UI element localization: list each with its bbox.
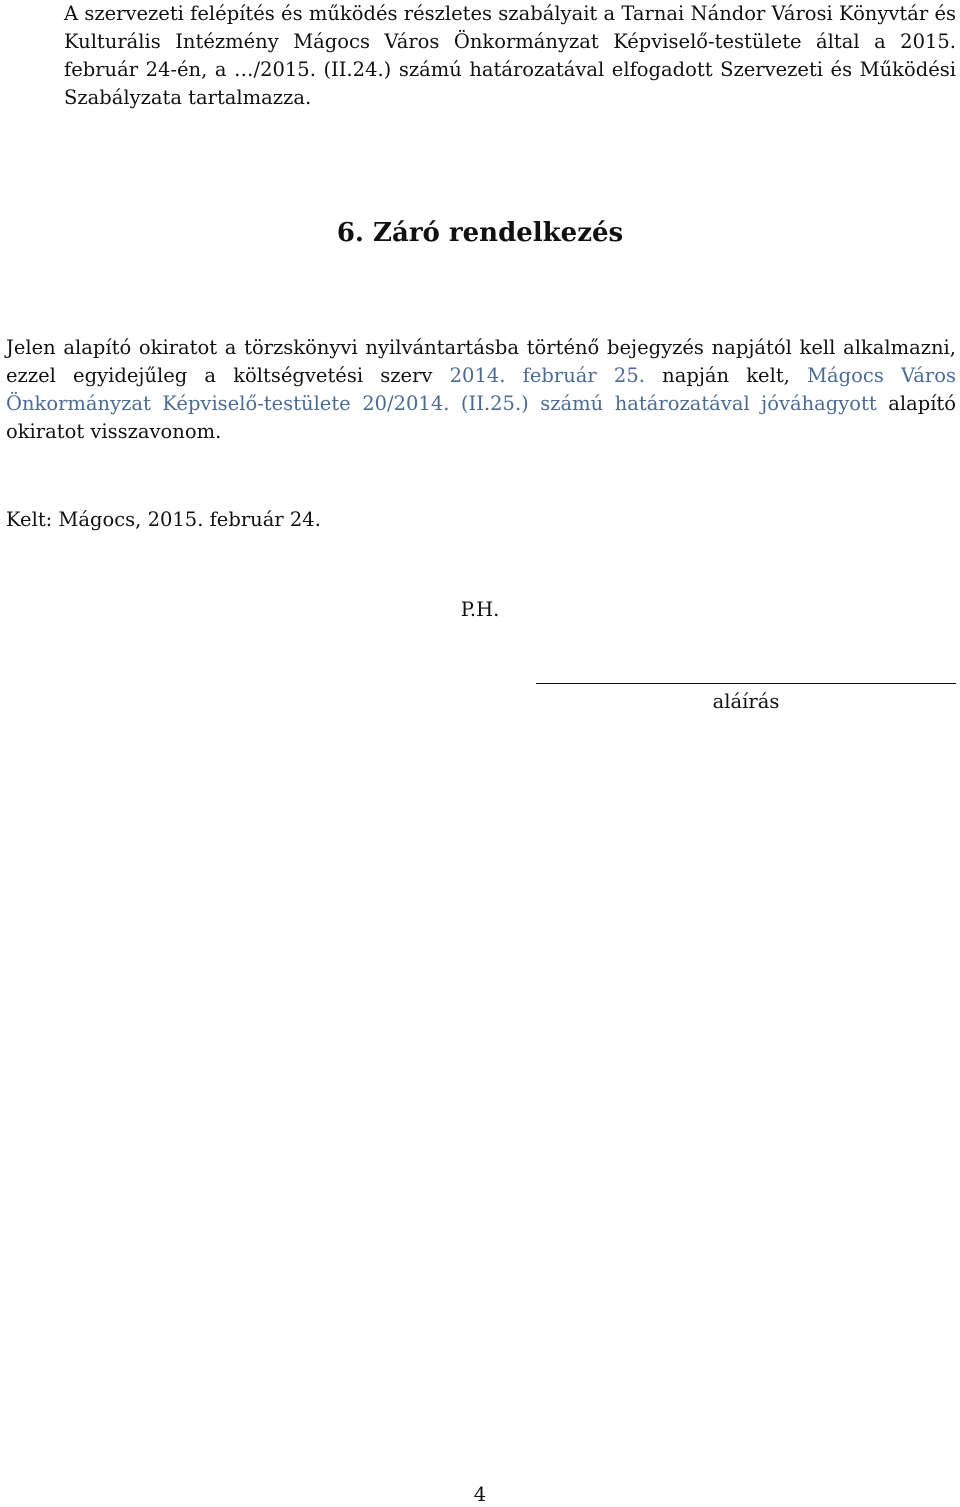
intro-paragraph: A szervezeti felépítés és működés részletes szabályait a Tarnai Nándor Városi Könyvtár és Kulturális Intézmény Mágocs Város Önkormányzat Képviselő-testülete által a 2015. február 24-én, a …/2015. (II.24.) számú határozatával elfogadott Szervezeti és Működési Szabályzata tartalmazza. xyxy=(64,2,956,109)
closing-text-part3: alapító okiratot visszavonom. xyxy=(6,392,957,443)
page-number: 4 xyxy=(473,1483,487,1506)
stamp-placeholder: P.H. xyxy=(460,598,500,621)
signature-line xyxy=(536,683,956,684)
closing-text-part1: Jelen alapító okiratot a törzskönyvi nyilvántartásba történő bejegyzés napjától kell alkalmazni, ezzel egyidejűleg a költségvetési szerv xyxy=(6,336,956,387)
place-date: Kelt: Mágocs, 2015. február 24. xyxy=(6,508,321,531)
closing-resolution: Mágocs Város Önkormányzat Képviselő-testülete 20/2014. (II.25.) számú határozatával jóváhagyott xyxy=(6,364,957,415)
section-heading: 6. Záró rendelkezés xyxy=(336,218,624,248)
closing-date: 2014. február 25. xyxy=(449,364,645,387)
signature-label: aláírás xyxy=(712,690,780,713)
closing-text-part2: napján kelt, xyxy=(644,364,808,387)
closing-paragraph xyxy=(6,334,956,446)
